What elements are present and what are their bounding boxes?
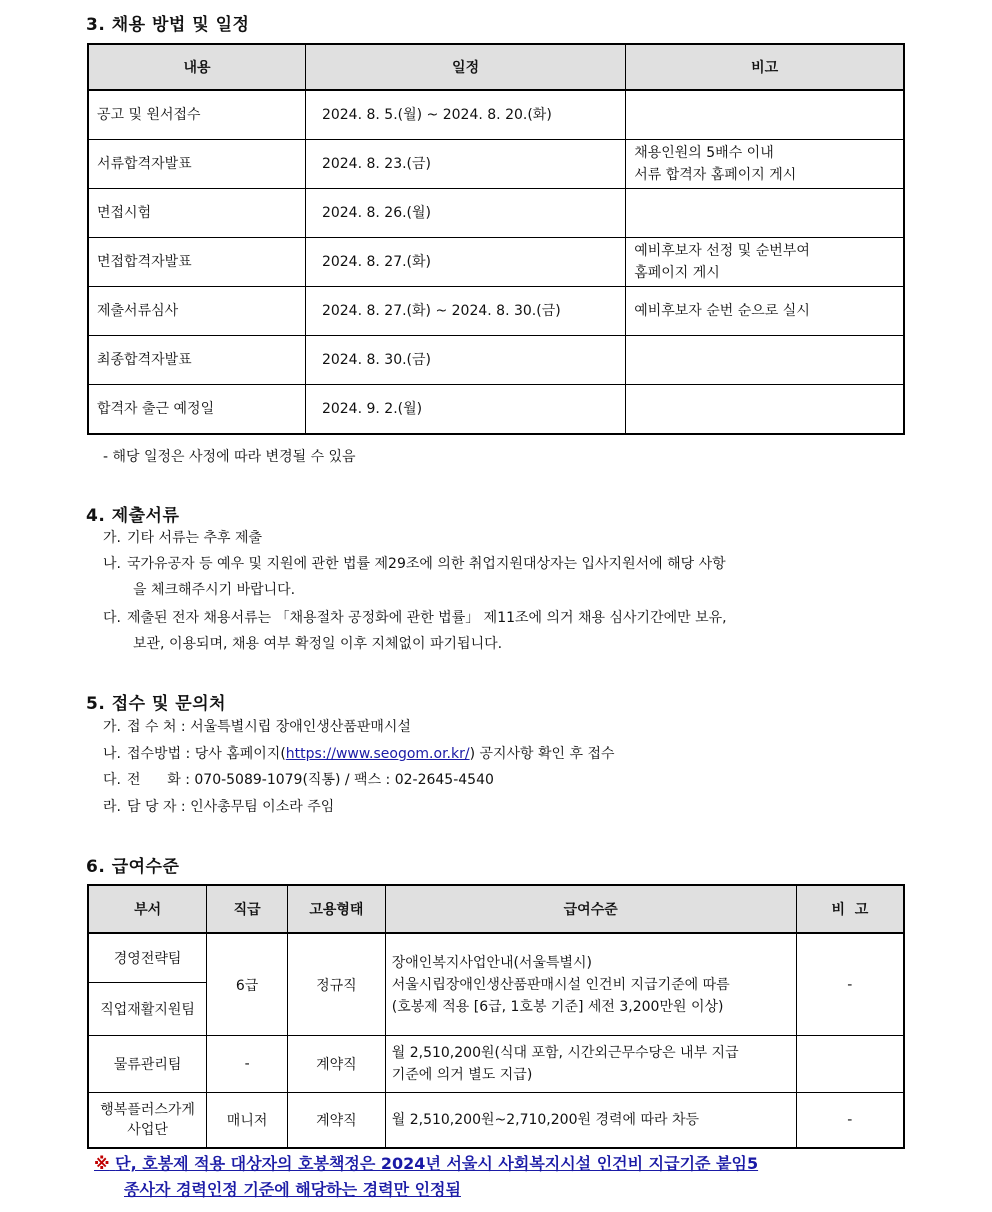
table-row <box>88 287 904 336</box>
schedule-date: 2024. 8. 27.(화) ~ 2024. 8. 30.(금) <box>305 287 625 336</box>
header-schedule: 일정 <box>305 44 625 90</box>
schedule-table <box>87 43 905 435</box>
dept-cell: 경영전략팀 <box>88 933 207 983</box>
schedule-note: 예비후보자 선정 및 순번부여 홈페이지 게시 <box>626 238 904 287</box>
schedule-note: 채용인원의 5배수 이내 서류 합격자 홈페이지 게시 <box>626 140 904 189</box>
schedule-date: 2024. 8. 5.(월) ~ 2024. 8. 20.(화) <box>305 90 625 140</box>
schedule-item: 면접시험 <box>88 189 305 238</box>
schedule-date: 2024. 9. 2.(월) <box>305 385 625 435</box>
section-5-title: 5. 접수 및 문의처 <box>86 694 227 714</box>
schedule-note <box>626 189 904 238</box>
schedule-note: 예비후보자 순번 순으로 실시 <box>626 287 904 336</box>
table-row <box>88 933 904 983</box>
dept-cell: 물류관리팀 <box>88 1036 207 1093</box>
employment-type-cell: 정규직 <box>288 933 386 1036</box>
homepage-link[interactable]: https://www.seogom.or.kr/ <box>285 746 470 762</box>
table-row <box>88 1093 904 1149</box>
table-row <box>88 336 904 385</box>
contact-item: 다. 전 화 : 070-5089-1079(직통) / 팩스 : 02-2645-4540 <box>103 772 494 788</box>
schedule-date: 2024. 8. 27.(화) <box>305 238 625 287</box>
schedule-footnote: - 해당 일정은 사정에 따라 변경될 수 있음 <box>103 449 356 465</box>
salary-header-row <box>88 885 904 933</box>
schedule-note <box>626 90 904 140</box>
table-row <box>88 385 904 435</box>
contact-item: 라. 담 당 자 : 인사총무팀 이소라 주임 <box>103 799 335 815</box>
list-item-continuation: 보관, 이용되며, 채용 여부 확정일 이후 지체없이 파기됩니다. <box>133 636 503 652</box>
salary-cell: 월 2,510,200원~2,710,200원 경력에 따라 차등 <box>385 1093 796 1149</box>
schedule-item: 제출서류심사 <box>88 287 305 336</box>
remarks-cell <box>796 1036 904 1093</box>
schedule-note <box>626 336 904 385</box>
schedule-date: 2024. 8. 23.(금) <box>305 140 625 189</box>
table-row <box>88 238 904 287</box>
section-6-title: 6. 급여수준 <box>86 857 180 877</box>
employment-type-cell: 계약직 <box>288 1036 386 1093</box>
remarks-cell: - <box>796 933 904 1036</box>
section-4-title: 4. 제출서류 <box>86 506 180 526</box>
contact-item: 가. 접 수 처 : 서울특별시립 장애인생산품판매시설 <box>103 719 411 735</box>
salary-cell: 장애인복지사업안내(서울특별시) 서울시립장애인생산품판매시설 인건비 지급기준에 따름 (호봉제 적용 [6급, 1호봉 기준] 세전 3,200만원 이상) <box>385 933 796 1036</box>
header-dept: 부서 <box>88 885 207 933</box>
schedule-header-row <box>88 44 904 90</box>
section-3-title: 3. 채용 방법 및 일정 <box>86 15 250 35</box>
header-content: 내용 <box>88 44 305 90</box>
schedule-date: 2024. 8. 30.(금) <box>305 336 625 385</box>
list-item: 가. 기타 서류는 추후 제출 <box>103 530 263 546</box>
remarks-cell: - <box>796 1093 904 1149</box>
reference-mark-icon: ※ <box>94 1154 110 1173</box>
header-grade: 직급 <box>207 885 288 933</box>
salary-table <box>87 884 905 1149</box>
list-item-continuation: 을 체크해주시기 바랍니다. <box>133 582 296 598</box>
header-employment-type: 고용형태 <box>288 885 386 933</box>
dept-cell: 직업재활지원팀 <box>88 983 207 1036</box>
schedule-item: 최종합격자발표 <box>88 336 305 385</box>
table-row <box>88 189 904 238</box>
schedule-note <box>626 385 904 435</box>
schedule-item: 서류합격자발표 <box>88 140 305 189</box>
schedule-item: 면접합격자발표 <box>88 238 305 287</box>
grade-cell: 6급 <box>207 933 288 1036</box>
grade-cell: - <box>207 1036 288 1093</box>
list-item: 다. 제출된 전자 채용서류는 「채용절차 공정화에 관한 법률」 제11조에 의거 채용 심사기간에만 보유, <box>103 610 727 626</box>
grade-cell: 매니저 <box>207 1093 288 1149</box>
dept-cell: 행복플러스가게 사업단 <box>88 1093 207 1149</box>
header-remarks: 비 고 <box>796 885 904 933</box>
table-row <box>88 90 904 140</box>
schedule-item: 합격자 출근 예정일 <box>88 385 305 435</box>
schedule-item: 공고 및 원서접수 <box>88 90 305 140</box>
table-row <box>88 140 904 189</box>
salary-footnote: ※ 단, 호봉제 적용 대상자의 호봉책정은 2024년 서울시 사회복지시설 인건비 지급기준 붙임5 종사자 경력인정 기준에 해당하는 경력만 인정됨 <box>94 1154 759 1199</box>
table-row <box>88 1036 904 1093</box>
salary-cell: 월 2,510,200원(식대 포함, 시간외근무수당은 내부 지급 기준에 의거 별도 지급) <box>385 1036 796 1093</box>
employment-type-cell: 계약직 <box>288 1093 386 1149</box>
header-salary: 급여수준 <box>385 885 796 933</box>
header-remarks: 비고 <box>626 44 904 90</box>
schedule-date: 2024. 8. 26.(월) <box>305 189 625 238</box>
contact-item: 나. 접수방법 : 당사 홈페이지(https://www.seogom.or.kr/) 공지사항 확인 후 접수 <box>103 746 615 762</box>
list-item: 나. 국가유공자 등 예우 및 지원에 관한 법률 제29조에 의한 취업지원대상자는 입사지원서에 해당 사항 <box>103 556 726 572</box>
